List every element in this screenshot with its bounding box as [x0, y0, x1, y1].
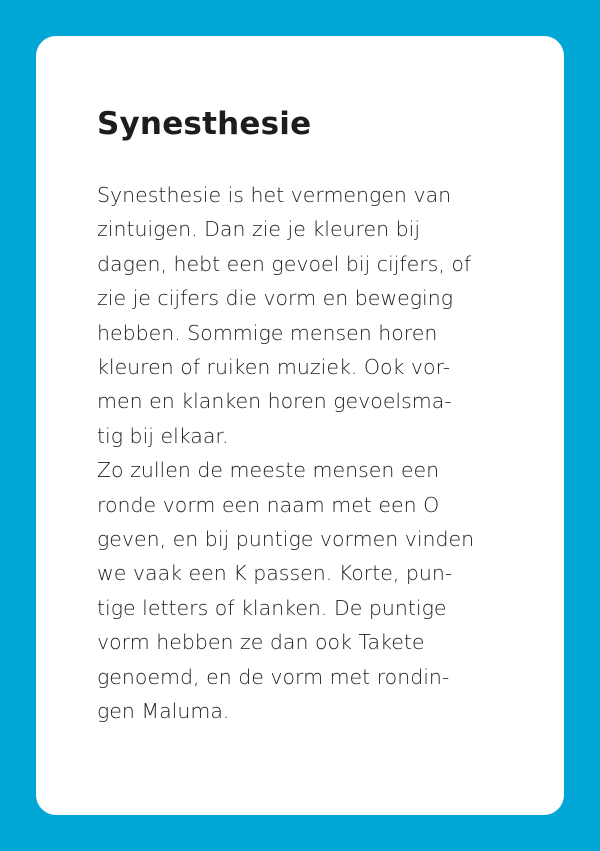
body-line: kleuren of ruiken muziek. Ook vor-: [97, 355, 451, 380]
body-line: vorm hebben ze dan ook Takete: [97, 630, 425, 655]
body-line: zie je cijfers die vorm en beweging: [97, 286, 454, 311]
body-line: we vaak een K passen. Korte, pun-: [97, 561, 453, 586]
body-line: geven, en bij puntige vormen vinden: [97, 527, 475, 552]
body-line: ronde vorm een naam met een O: [97, 492, 440, 517]
body-line: genoemd, en de vorm met rondin-: [97, 664, 450, 689]
body-line: Zo zullen de meeste mensen een: [97, 458, 440, 483]
body-line: men en klanken horen gevoelsma-: [97, 389, 452, 414]
card-body: [97, 178, 542, 729]
body-line: zintuigen. Dan zie je kleuren bij: [97, 217, 421, 242]
body-line: Synesthesie is het vermengen van: [97, 183, 452, 207]
body-line: gen Maluma.: [97, 699, 230, 724]
card-title: Synesthesie: [97, 106, 312, 142]
body-line: tige letters of klanken. De puntige: [97, 595, 447, 620]
body-line: dagen, hebt een gevoel bij cijfers, of: [97, 251, 472, 276]
info-card: [36, 36, 564, 815]
body-line: tig bij elkaar.: [97, 423, 229, 448]
body-line: hebben. Sommige mensen horen: [97, 320, 438, 345]
